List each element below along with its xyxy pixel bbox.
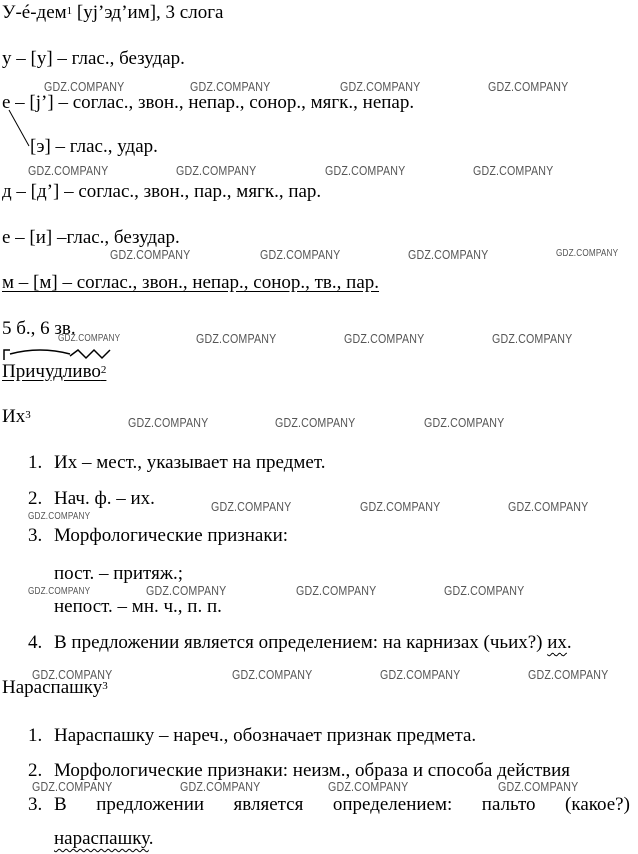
sound-count: 5 б., 6 зв.: [2, 318, 76, 339]
watermark: GDZ.COMPANY: [444, 583, 525, 598]
phonetic-line-e1: е – [j’] – соглас., звон., непар., сонор., мягк., непар.: [2, 92, 415, 113]
word4-text: Нараспашку: [2, 677, 103, 698]
watermark: GDZ.COMPANY: [473, 163, 554, 178]
watermark: GDZ.COMPANY: [211, 499, 292, 514]
watermark: GDZ.COMPANY: [196, 331, 277, 346]
watermark: GDZ.COMPANY: [146, 583, 227, 598]
list-item-b1: 1. Нараспашку – нареч., обозначает признак предмета.: [28, 725, 477, 746]
list-item-2: 2. Нач. ф. – их.: [28, 488, 155, 509]
watermark: GDZ.COMPANY: [176, 163, 257, 178]
watermark: GDZ.COMPANY: [424, 415, 505, 430]
phonetic-line-d: д – [д’] – соглас., звон., пар., мягк., пар.: [2, 181, 322, 202]
watermark: GDZ.COMPANY: [275, 415, 356, 430]
word2-text: Причудливо: [2, 361, 101, 382]
word3-heading: [2, 406, 31, 428]
watermark: GDZ.COMPANY: [498, 779, 579, 794]
constant-features: пост. – притяж.;: [54, 563, 183, 584]
watermark: GDZ.COMPANY: [556, 248, 619, 259]
watermark: GDZ.COMPANY: [32, 667, 113, 682]
list-item-3: 3. Морфологические признаки:: [28, 525, 289, 546]
underlined-word: их: [547, 632, 567, 653]
watermark: GDZ.COMPANY: [128, 415, 209, 430]
watermark: GDZ.COMPANY: [28, 586, 91, 597]
watermark: GDZ.COMPANY: [328, 779, 409, 794]
watermark: GDZ.COMPANY: [32, 779, 113, 794]
watermark: GDZ.COMPANY: [28, 163, 109, 178]
watermark: GDZ.COMPANY: [508, 499, 589, 514]
watermark: GDZ.COMPANY: [232, 667, 313, 682]
word1-text: У-é-дем: [2, 2, 67, 23]
watermark: GDZ.COMPANY: [340, 79, 421, 94]
watermark: GDZ.COMPANY: [380, 667, 461, 682]
word1-heading: [2, 2, 223, 24]
watermark: GDZ.COMPANY: [528, 667, 609, 682]
watermark: GDZ.COMPANY: [110, 247, 191, 262]
list-item-b3-text: В предложении является определением: пальто (какое?): [54, 794, 630, 815]
watermark: GDZ.COMPANY: [488, 79, 569, 94]
variable-features: непост. – мн. ч., п. п.: [54, 596, 222, 617]
list-item-b3: 3.: [28, 794, 43, 815]
watermark: GDZ.COMPANY: [408, 247, 489, 262]
word1-sup: 1: [66, 5, 73, 17]
word2-heading: [2, 361, 106, 383]
underlined-word: нараспашку: [54, 828, 149, 849]
list-item-4: 4. В предложении является определением: на карнизах (чьих?) их.: [28, 632, 572, 653]
watermark: GDZ.COMPANY: [492, 331, 573, 346]
watermark: GDZ.COMPANY: [260, 247, 341, 262]
watermark: GDZ.COMPANY: [360, 499, 441, 514]
watermark: GDZ.COMPANY: [190, 79, 271, 94]
word3-text: Их: [2, 406, 26, 427]
phonetic-line-m: м – [м] – соглас., звон., непар., сонор., тв., пар.: [2, 272, 380, 293]
watermark: GDZ.COMPANY: [344, 331, 425, 346]
list-item-b3-cont: нараспашку.: [54, 828, 154, 849]
watermark: GDZ.COMPANY: [325, 163, 406, 178]
watermark: GDZ.COMPANY: [180, 779, 261, 794]
word3-sup: 3: [25, 409, 31, 421]
list-item-1: 1. Их – мест., указывает на предмет.: [28, 452, 326, 473]
word4-sup: 3: [102, 680, 108, 692]
watermark: GDZ.COMPANY: [28, 511, 91, 522]
phonetic-line-u: у – [у] – глас., безудар.: [2, 48, 185, 69]
watermark: GDZ.COMPANY: [58, 333, 121, 344]
list-item-b2: 2. Морфологические признаки: неизм., образа и способа действия: [28, 760, 570, 781]
word1-transcription: [уj’эд’им], 3 слога: [72, 2, 224, 23]
word2-sup: 2: [100, 364, 107, 376]
watermark: GDZ.COMPANY: [296, 583, 377, 598]
phonetic-line-e2: [э] – глас., удар.: [30, 136, 158, 157]
phonetic-line-e3: е – [и] –глас., безудар.: [2, 227, 180, 248]
watermark: GDZ.COMPANY: [44, 79, 125, 94]
